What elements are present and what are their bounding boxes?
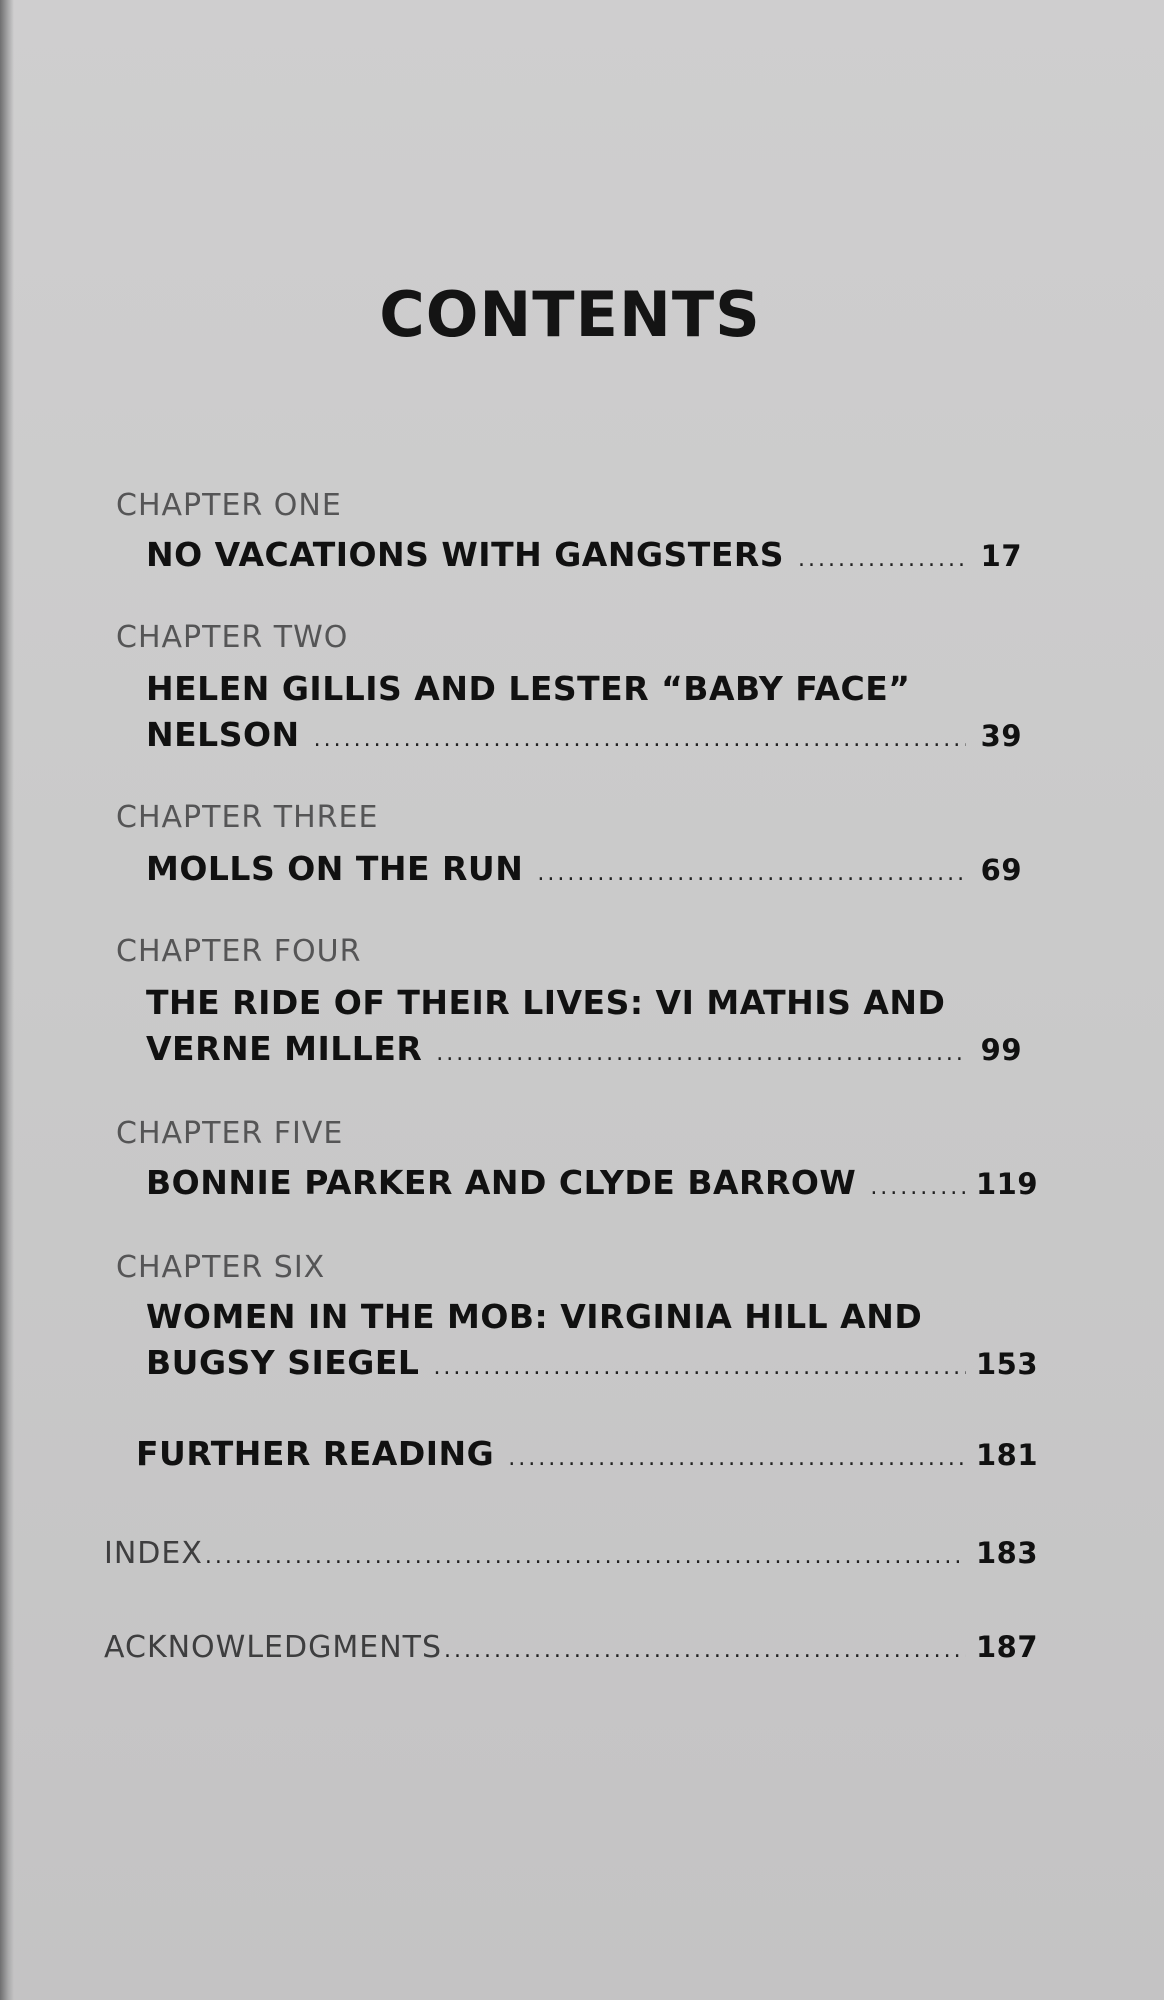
toc-entry-chapter-four[interactable] [146,980,1022,1072]
page-number: 119 [976,1167,1039,1201]
entry-title: INDEX [104,1536,203,1571]
page-number: 153 [976,1347,1039,1381]
toc-entry-chapter-six[interactable] [146,1294,1039,1386]
chapter-label: CHAPTER THREE [116,800,379,835]
leader-dots [436,1031,966,1077]
chapter-label: CHAPTER FOUR [116,934,362,969]
page-number: 69 [980,853,1022,887]
leader-dots [314,717,966,763]
chapter-label: CHAPTER ONE [116,488,342,523]
toc-entry-chapter-three[interactable] [146,846,1022,892]
entry-title: BONNIE PARKER AND CLYDE BARROW [146,1163,857,1202]
page-number: 17 [980,539,1022,573]
toc-entry-index[interactable] [104,1530,1039,1576]
page-number: 181 [976,1438,1039,1472]
toc-entry-chapter-one[interactable] [146,532,1022,578]
entry-title: NO VACATIONS WITH GANGSTERS [146,535,785,574]
toc-entry-chapter-five[interactable] [146,1160,1039,1206]
leader-dots [798,537,966,583]
entry-title: ACKNOWLEDGMENTS [104,1630,442,1665]
toc-entry-chapter-two[interactable] [146,666,1022,758]
entry-title-line1: WOMEN IN THE MOB: VIRGINIA HILL AND [146,1297,923,1336]
leader-dots [537,851,966,897]
page-number: 183 [976,1536,1039,1570]
entry-title: MOLLS ON THE RUN [146,849,524,888]
entry-title-line1: HELEN GILLIS AND LESTER “BABY FACE” [146,669,911,708]
chapter-label: CHAPTER FIVE [116,1116,344,1151]
entry-title-line2: VERNE MILLER [146,1029,423,1068]
entry-title-line1: THE RIDE OF THEIR LIVES: VI MATHIS AND [146,983,946,1022]
page-number: 39 [980,719,1022,753]
leader-dots [444,1628,966,1674]
page-title: CONTENTS [379,278,761,351]
chapter-label: CHAPTER TWO [116,620,349,655]
entry-title-line2: NELSON [146,715,300,754]
page-number: 187 [976,1630,1039,1664]
toc-entry-further-reading[interactable] [136,1431,1039,1477]
entry-title: FURTHER READING [136,1434,495,1473]
leader-dots [205,1534,966,1580]
leader-dots [508,1436,966,1482]
entry-title-line2: BUGSY SIEGEL [146,1343,420,1382]
leader-dots [870,1165,966,1211]
toc-entry-acknowledgments[interactable] [104,1624,1039,1670]
leader-dots [433,1345,966,1391]
page-number: 99 [980,1033,1022,1067]
chapter-label: CHAPTER SIX [116,1250,326,1285]
